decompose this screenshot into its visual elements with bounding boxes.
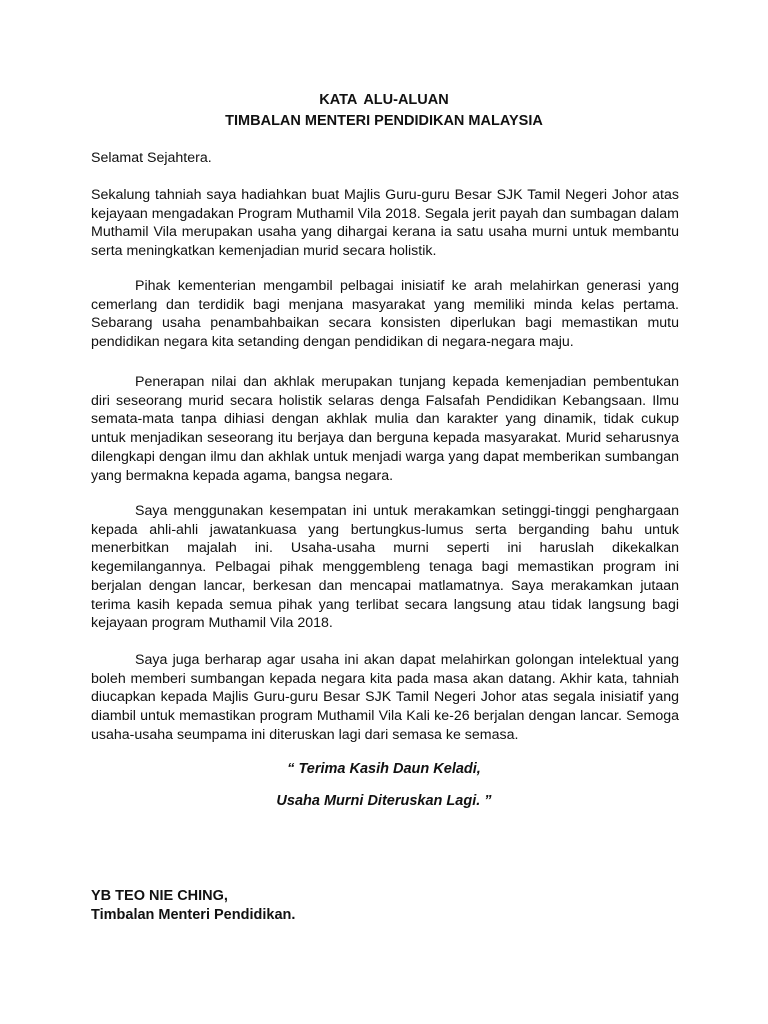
paragraph-1: Sekalung tahniah saya hadiahkan buat Majlis Guru-guru Besar SJK Tamil Negeri Johor atas kejayaan mengadakan Program Muthamil Vila 2018. Segala jerit payah dan sumbagan dalam Muthamil Vila merupakan usaha yang dihargai kerana ia satu usaha murni untuk membantu serta meningkatkan kemenjadian murid secara holistik. (91, 187, 679, 260)
signature-name: YB TEO NIE CHING, (91, 888, 228, 904)
signature-block (91, 887, 295, 925)
paragraph-3: Penerapan nilai dan akhlak merupakan tunjang kepada kemenjadian pembentukan diri seseorang murid secara holistik selaras denga Falsafah Pendidikan Kebangsaan. Ilmu semata-mata tanpa dihiasi dengan akhlak mulia dan karakter yang dinamik, tidak cukup untuk menjadikan seseorang itu berjaya dan berguna kepada masyarakat. Murid seharusnya dilengkapi dengan ilmu dan akhlak untuk menjadi warga yang dapat memberikan sumbangan yang bermakna kepada agama, bangsa negara. (91, 374, 679, 484)
signature-title: Timbalan Menteri Pendidikan. (91, 907, 296, 923)
paragraph-2: Pihak kementerian mengambil pelbagai inisiatif ke arah melahirkan generasi yang cemerlang dan terdidik bagi menjana masyarakat yang memiliki minda kelas pertama. Sebarang usaha penambahbaikan secara konsisten diperlukan bagi memastikan mutu pendidikan negara kita setanding dengan pendidikan di negara-negara maju. (91, 278, 679, 351)
document-title (0, 90, 768, 132)
title-line-1: KATA ALU-ALUAN (319, 92, 449, 108)
title-line-2: TIMBALAN MENTERI PENDIDIKAN MALAYSIA (225, 113, 543, 129)
quote-line-1: “ Terima Kasih Daun Keladi, (287, 761, 481, 777)
paragraph-4: Saya menggunakan kesempatan ini untuk merakamkan setinggi-tinggi penghargaan kepada ahli-ahli jawatankuasa yang bertungkus-lumus serta berganding bahu untuk menerbitkan majalah ini. Usaha-usaha murni seperti ini haruslah dikekalkan kegemilangannya. Pelbagai pihak menggembleng tenaga bagi memastikan program ini berjalan dengan lancar, berkesan dan mencapai matlamatnya. Saya merakamkan jutaan terima kasih kepada semua pihak yang terlibat secara langsung atau tidak langsung bagi kejayaan program Muthamil Vila 2018. (91, 503, 679, 632)
quote-line-2: Usaha Murni Diteruskan Lagi. ” (276, 793, 492, 809)
greeting: Selamat Sejahtera. (91, 150, 212, 166)
paragraph-5: Saya juga berharap agar usaha ini akan dapat melahirkan golongan intelektual yang boleh memberi sumbangan kepada negara kita pada masa akan datang. Akhir kata, tahniah diucapkan kepada Majlis Guru-guru Besar SJK Tamil Negeri Johor atas segala inisiatif yang diambil untuk memastikan program Muthamil Vila Kali ke-26 berjalan dengan lancar. Semoga usaha-usaha seumpama ini diteruskan lagi dari semasa ke semasa. (91, 652, 679, 743)
